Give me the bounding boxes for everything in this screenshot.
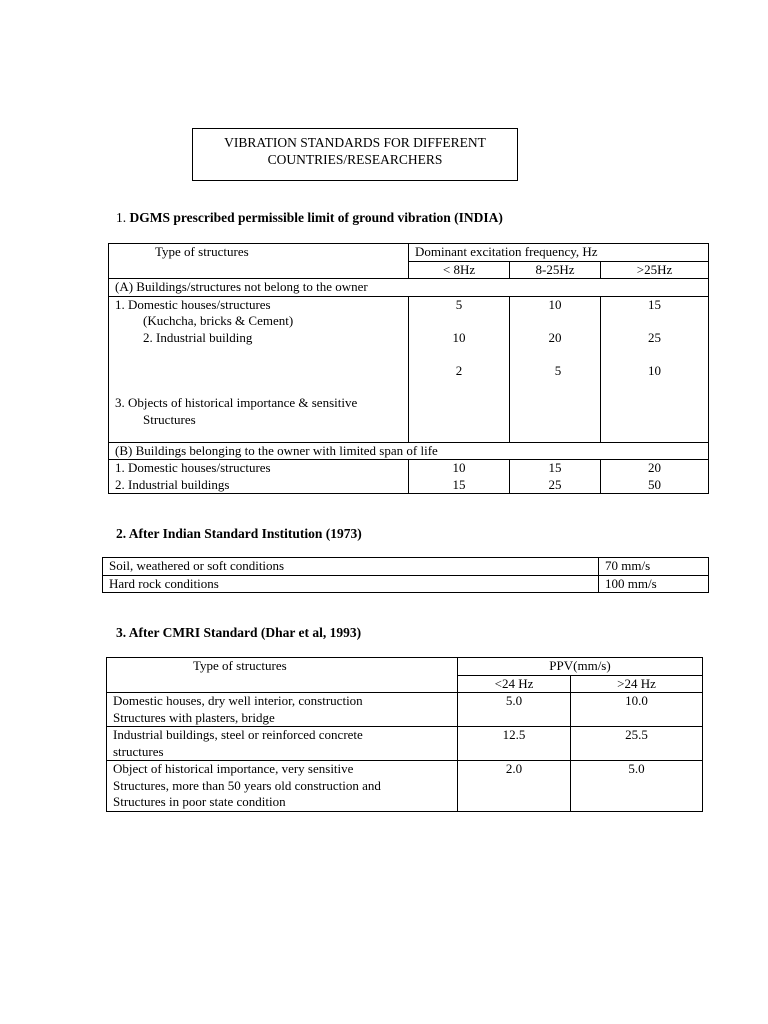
a-lt8-value-1: 5 — [455, 296, 463, 312]
section1-heading-text: DGMS prescribed permissible limit of ground vibration (INDIA) — [129, 210, 503, 225]
isi-row2-value: 100 mm/s — [599, 575, 709, 593]
cmri-row3-lt24: 2.0 — [458, 761, 571, 812]
header-8-25hz: 8-25Hz — [510, 261, 601, 279]
a-8-25-value-3: 5 — [554, 362, 562, 378]
cmri-row1-line2: Structures with plasters, bridge — [113, 709, 275, 725]
a-8-25-value-1: 10 — [548, 296, 562, 312]
group-a-structures — [109, 296, 409, 442]
b-lt8-values — [409, 460, 510, 494]
group-b-label: (B) Buildings belonging to the owner with limited span of life — [109, 442, 709, 460]
cmri-row2-lt24: 12.5 — [458, 727, 571, 761]
a-lt8-values — [409, 296, 510, 442]
isi-row2-label: Hard rock conditions — [103, 575, 599, 593]
cmri-header-gt24: >24 Hz — [571, 675, 703, 693]
isi-row1-value: 70 mm/s — [599, 558, 709, 576]
b-gt25-values — [601, 460, 709, 494]
cmri-header-ppv: PPV(mm/s) — [458, 658, 703, 676]
cmri-row1-line1: Domestic houses, dry well interior, construction — [113, 693, 363, 708]
cmri-row3-gt24: 5.0 — [571, 761, 703, 812]
cmri-row3-line2: Structures, more than 50 years old construction and — [113, 777, 381, 793]
cmri-row3-line1: Object of historical importance, very sensitive — [113, 761, 354, 776]
b-row2-gt25: 50 — [648, 476, 662, 492]
a-8-25-value-2: 20 — [548, 330, 562, 345]
a-gt25-value-3: 10 — [648, 362, 662, 378]
title-line-1: VIBRATION STANDARDS FOR DIFFERENT — [224, 135, 486, 150]
group-a-label: (A) Buildings/structures not belong to the owner — [109, 279, 709, 297]
cmri-row1-gt24: 10.0 — [571, 693, 703, 727]
header-lt-8hz: < 8Hz — [409, 261, 510, 279]
a-gt25-value-1: 15 — [648, 296, 662, 312]
header-dominant-frequency: Dominant excitation frequency, Hz — [409, 244, 709, 262]
a-row3-line2: Structures — [143, 411, 196, 427]
title-line-2: COUNTRIES/RESEARCHERS — [267, 152, 443, 167]
cmri-table — [106, 657, 703, 812]
cmri-row3-type — [107, 761, 458, 812]
a-8-25-values — [510, 296, 601, 442]
a-gt25-value-2: 25 — [648, 330, 662, 345]
dgms-table — [108, 243, 709, 494]
header-type-of-structures: Type of structures — [109, 244, 409, 279]
a-lt8-value-2: 10 — [452, 330, 466, 345]
cmri-row3-line3: Structures in poor state condition — [113, 794, 286, 809]
section1-heading — [116, 210, 503, 226]
cmri-header-type: Type of structures — [107, 658, 458, 693]
cmri-row2-line2: structures — [113, 743, 164, 759]
b-row1-label: 1. Domestic houses/structures — [115, 460, 271, 475]
header-gt-25hz: >25Hz — [601, 261, 709, 279]
cmri-header-lt24: <24 Hz — [458, 675, 571, 693]
b-row2-lt8: 15 — [452, 476, 466, 492]
section1-number: 1. — [116, 210, 127, 225]
cmri-row2-line1: Industrial buildings, steel or reinforced concrete — [113, 727, 363, 742]
section3-heading: 3. After CMRI Standard (Dhar et al, 1993) — [116, 625, 362, 640]
a-row2: 2. Industrial building — [143, 329, 253, 345]
section2-heading: 2. After Indian Standard Institution (1973) — [116, 526, 362, 541]
b-row1-mid: 15 — [548, 460, 562, 475]
a-row3-line1: 3. Objects of historical importance & sensitive — [115, 395, 358, 410]
b-row2-mid: 25 — [548, 476, 562, 492]
isi-row1-label: Soil, weathered or soft conditions — [103, 558, 599, 576]
a-lt8-value-3: 2 — [455, 362, 463, 378]
isi-table — [102, 557, 709, 593]
cmri-row2-type — [107, 727, 458, 761]
a-row1-line1: 1. Domestic houses/structures — [115, 296, 271, 312]
document-title-box — [192, 128, 518, 181]
a-row1-line2: (Kuchcha, bricks & Cement) — [143, 313, 294, 328]
b-row1-gt25: 20 — [648, 460, 662, 475]
group-b-structures — [109, 460, 409, 494]
a-gt25-values — [601, 296, 709, 442]
b-8-25-values — [510, 460, 601, 494]
b-row2-label: 2. Industrial buildings — [115, 476, 230, 492]
cmri-row1-type — [107, 693, 458, 727]
b-row1-lt8: 10 — [452, 460, 466, 475]
cmri-row1-lt24: 5.0 — [458, 693, 571, 727]
cmri-row2-gt24: 25.5 — [571, 727, 703, 761]
